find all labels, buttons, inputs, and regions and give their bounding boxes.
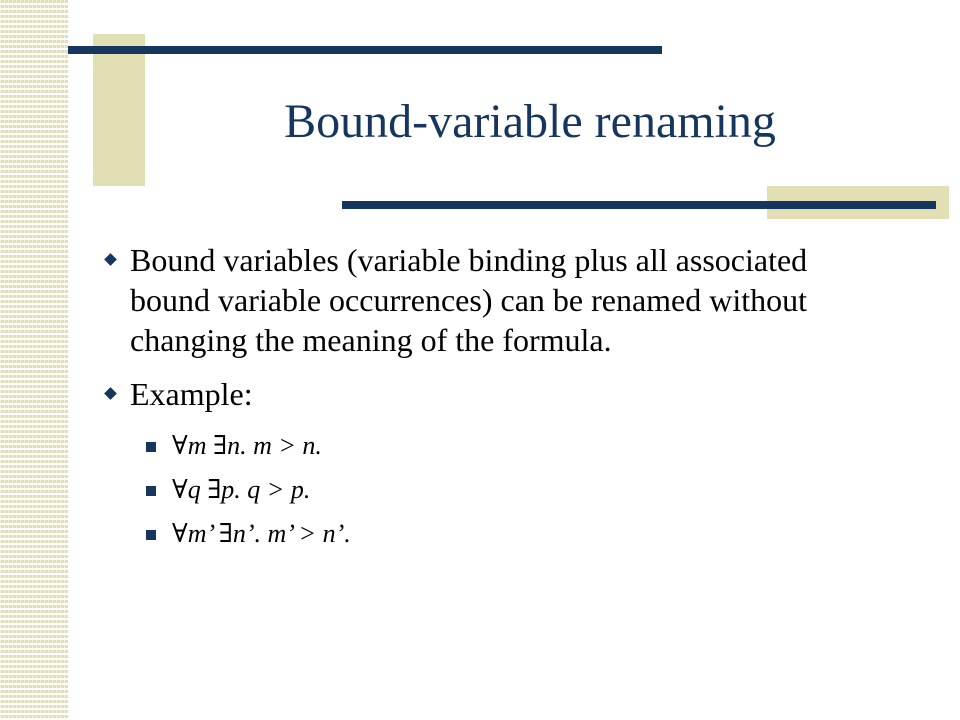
example-formula: ∀m ∃n. m > n. bbox=[172, 431, 322, 460]
diamond-bullet-icon bbox=[104, 387, 117, 400]
example-item bbox=[146, 514, 894, 554]
square-bullet-icon bbox=[146, 442, 156, 452]
title-decor-line-top bbox=[68, 46, 662, 54]
bullet-list bbox=[104, 240, 894, 554]
bullet-text: Bound variables (variable binding plus all associated bound variable occurrences) can be renamed without changing the meaning of the formula. bbox=[130, 242, 808, 358]
title-decor-line-bottom bbox=[342, 201, 936, 209]
square-bullet-icon bbox=[146, 530, 156, 540]
title-decor-block-top bbox=[93, 34, 145, 186]
slide-title: Bound-variable renaming bbox=[284, 95, 776, 148]
example-formula: ∀q ∃p. q > p. bbox=[172, 475, 311, 504]
bullet-item bbox=[104, 240, 894, 360]
square-bullet-icon bbox=[146, 486, 156, 496]
example-item bbox=[146, 426, 894, 466]
example-list bbox=[104, 426, 894, 554]
example-item bbox=[146, 470, 894, 510]
diamond-bullet-icon bbox=[104, 253, 117, 266]
bullet-item bbox=[104, 374, 894, 414]
bullet-text: Example: bbox=[130, 376, 253, 412]
example-formula: ∀m’ ∃n’. m’ > n’. bbox=[172, 519, 351, 548]
left-striped-band bbox=[0, 0, 68, 720]
